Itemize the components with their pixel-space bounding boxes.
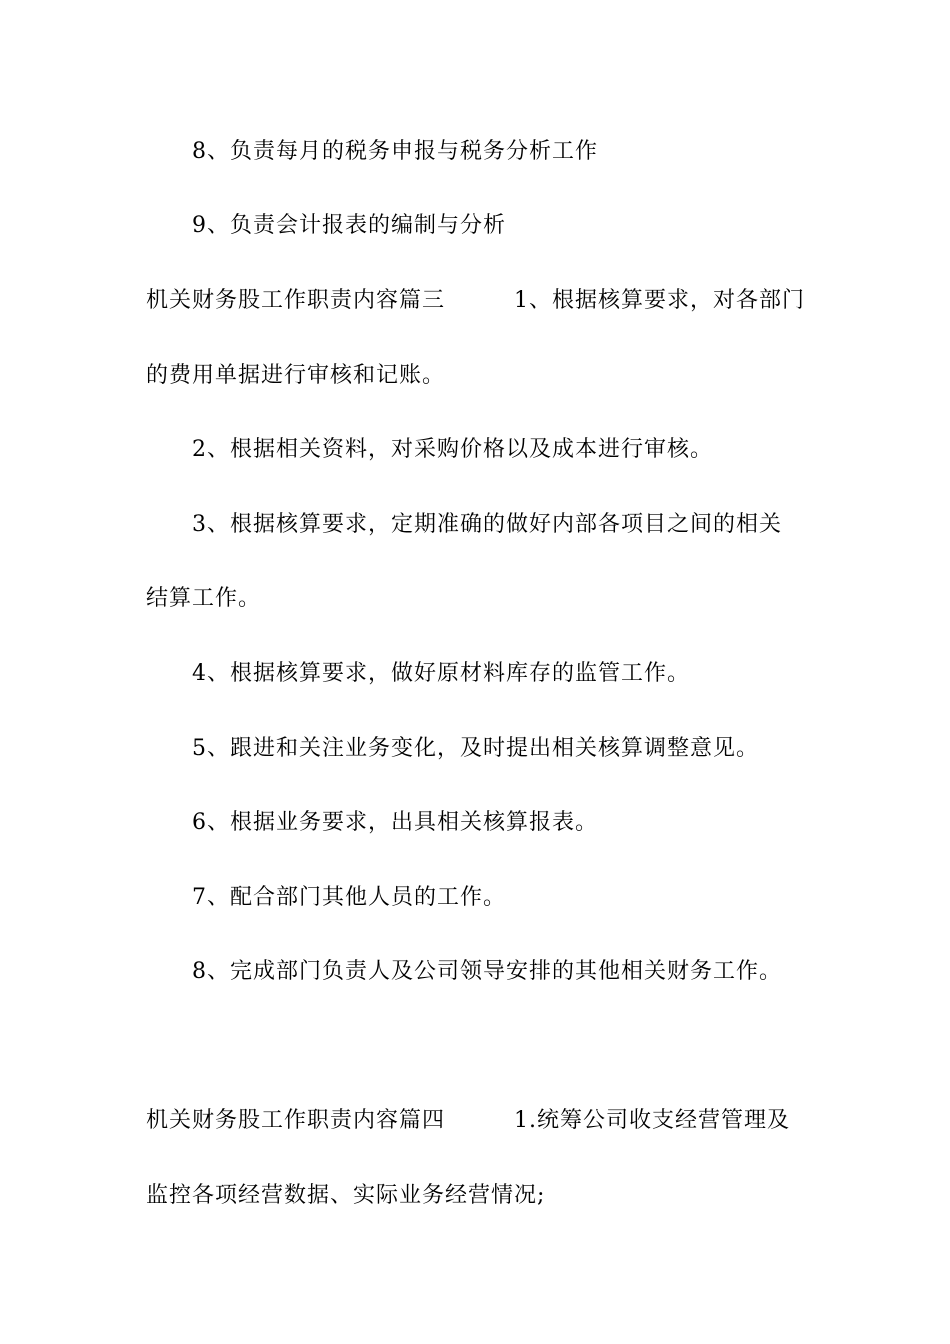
paragraph-line: 8、负责每月的税务申报与税务分析工作 bbox=[192, 139, 598, 164]
paragraph-line: 的费用单据进行审核和记账。 bbox=[146, 363, 446, 388]
paragraph-line: 5、跟进和关注业务变化，及时提出相关核算调整意见。 bbox=[192, 736, 759, 761]
section-heading-line: 机关财务股工作职责内容篇三 1、根据核算要求，对各部门 bbox=[146, 288, 805, 313]
paragraph-line: 8、完成部门负责人及公司领导安排的其他相关财务工作。 bbox=[192, 959, 782, 984]
paragraph-line: 4、根据核算要求，做好原材料库存的监管工作。 bbox=[192, 661, 690, 686]
paragraph-line: 2、根据相关资料，对采购价格以及成本进行审核。 bbox=[192, 437, 713, 462]
paragraph-line: 3、根据核算要求，定期准确的做好内部各项目之间的相关 bbox=[192, 512, 782, 537]
section-heading-line: 机关财务股工作职责内容篇四 1.统筹公司收支经营管理及 bbox=[146, 1108, 790, 1133]
paragraph-line: 9、负责会计报表的编制与分析 bbox=[192, 213, 506, 238]
paragraph-line: 监控各项经营数据、实际业务经营情况; bbox=[146, 1183, 546, 1208]
paragraph-line: 结算工作。 bbox=[146, 586, 262, 611]
paragraph-line: 6、根据业务要求，出具相关核算报表。 bbox=[192, 810, 598, 835]
paragraph-line: 7、配合部门其他人员的工作。 bbox=[192, 885, 506, 910]
